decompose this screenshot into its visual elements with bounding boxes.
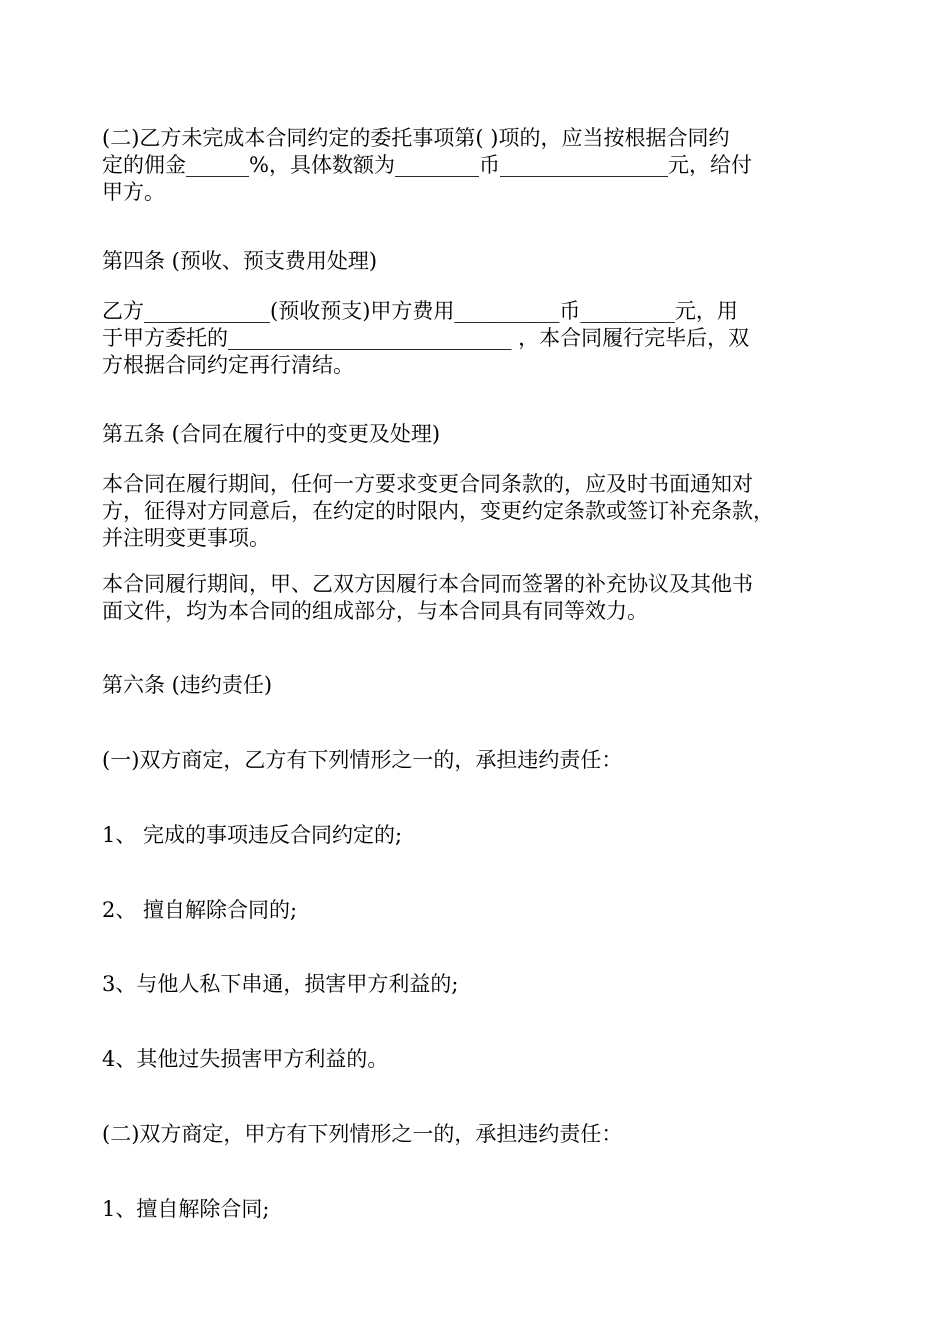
heading-text: 第五条 (合同在履行中的变更及处理) bbox=[102, 422, 441, 446]
article-6-heading bbox=[102, 672, 852, 699]
text-line: 方根据合同约定再行清结。 bbox=[102, 353, 354, 377]
paragraph-supplementary-agreements bbox=[102, 571, 852, 625]
heading-text: 第六条 (违约责任) bbox=[102, 673, 273, 697]
list-item bbox=[102, 822, 852, 849]
list-item bbox=[102, 897, 852, 924]
list-item-text: 4、其他过失损害甲方利益的。 bbox=[102, 1047, 389, 1071]
text-line: 本合同履行期间，甲、乙双方因履行本合同而签署的补充协议及其他书 bbox=[102, 572, 753, 596]
list-item bbox=[102, 971, 852, 998]
text-line: 乙方____________(预收预支)甲方费用__________币_________元，用 bbox=[102, 299, 738, 323]
list-item-text: 1、 完成的事项违反合同约定的; bbox=[102, 823, 403, 847]
text-line: 甲方。 bbox=[102, 180, 165, 204]
text-line: (一)双方商定，乙方有下列情形之一的，承担违约责任： bbox=[102, 748, 623, 772]
text-line: 定的佣金______%，具体数额为________币________________元，给付 bbox=[102, 153, 752, 177]
list-item-text: 3、与他人私下串通，损害甲方利益的; bbox=[102, 972, 459, 996]
list-item-text: 1、擅自解除合同; bbox=[102, 1197, 270, 1221]
text-line: (二)乙方未完成本合同约定的委托事项第( )项的，应当按根据合同约 bbox=[102, 126, 730, 150]
article-4-heading bbox=[102, 248, 852, 275]
list-item bbox=[102, 1196, 852, 1223]
heading-text: 第四条 (预收、预支费用处理) bbox=[102, 249, 378, 273]
text-line: 面文件，均为本合同的组成部分，与本合同具有同等效力。 bbox=[102, 599, 648, 623]
text-line: 本合同在履行期间，任何一方要求变更合同条款的，应及时书面通知对 bbox=[102, 472, 753, 496]
paragraph-prepaid-fees bbox=[102, 298, 852, 379]
text-line: 并注明变更事项。 bbox=[102, 526, 270, 550]
list-item bbox=[102, 1046, 852, 1073]
text-line: 于甲方委托的___________________________ ，本合同履行完毕后，双 bbox=[102, 326, 750, 350]
article-5-heading bbox=[102, 421, 852, 448]
paragraph-party-b-liability bbox=[102, 747, 852, 774]
paragraph-uncompleted-items bbox=[102, 125, 852, 206]
paragraph-contract-changes bbox=[102, 471, 852, 552]
text-line: 方，征得对方同意后，在约定的时限内，变更约定条款或签订补充条款， bbox=[102, 499, 774, 523]
list-item-text: 2、 擅自解除合同的; bbox=[102, 898, 298, 922]
paragraph-party-a-liability bbox=[102, 1121, 852, 1148]
text-line: (二)双方商定，甲方有下列情形之一的，承担违约责任： bbox=[102, 1122, 623, 1146]
